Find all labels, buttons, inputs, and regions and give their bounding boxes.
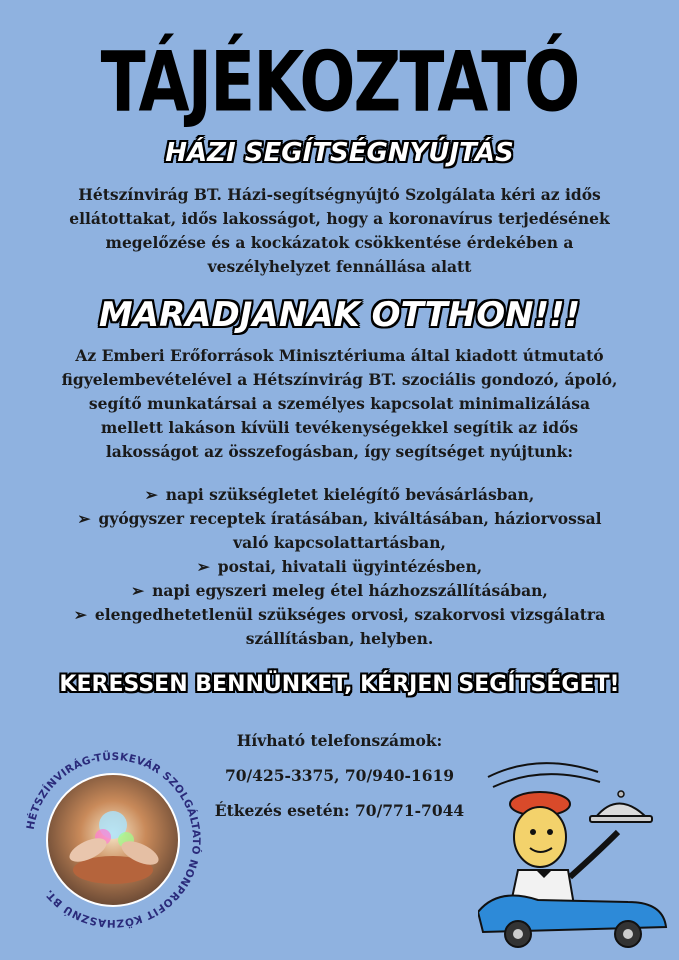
list-item: ➢ postai, hivatali ügyintézésben,: [196, 557, 483, 576]
meals-phone: Étkezés esetén: 70/771-7044: [214, 801, 465, 820]
list-item: ➢ napi szükségletet kielégítő bevásárlásban,: [144, 485, 535, 504]
arrow-bullet-icon: ➢: [144, 485, 158, 504]
subtitle: HÁZI SEGÍTSÉGNYÚJTÁS: [165, 138, 514, 168]
intro-paragraph: Hétszínvirág BT. Házi-segítségnyújtó Szolgálata kéri az idős ellátottakat, idős lakosságot, hogy a koronavírus terjedésének megelőzése és a kockázatok csökkentése érdekében a veszélyhelyzet fennállása alatt: [69, 185, 610, 276]
phone-numbers: 70/425-3375, 70/940-1619: [224, 766, 455, 785]
stay-home-heading: MARADJANAK OTTHON!!!: [98, 295, 581, 335]
arrow-bullet-icon: ➢: [131, 581, 145, 600]
waiter-cloche-car-icon: [478, 752, 668, 952]
list-item: ➢ gyógyszer receptek íratásában, kiváltásában, háziorvossal való kapcsolattartásban,: [77, 509, 602, 552]
hands-logo-icon: [18, 745, 208, 935]
arrow-bullet-icon: ➢: [196, 557, 210, 576]
body-paragraph: Az Emberi Erőforrások Minisztériuma által kiadott útmutató figyelembevételével a Hétszínvirág BT. szociális gondozó, ápoló, segítő munkatársai a személyes kapcsolat minimalizálása mellett lakáson kívüli tevékenységekkel segítik az idős lakosságot az összefogásban, így segítséget nyújtunk:: [61, 346, 618, 461]
arrow-bullet-icon: ➢: [73, 605, 87, 624]
page-title: TÁJÉKOZTATÓ: [100, 34, 579, 131]
list-item: ➢ elengedhetetlenül szükséges orvosi, szakorvosi vizsgálatra szállításban, helyben.: [73, 605, 606, 648]
logo-ring-text: HÉTSZÍNVIRÁG-TÜSKEVÁR SZOLGÁLTATÓ NONPROFIT KÖZHASZNÚ BT.: [24, 750, 203, 930]
service-list: [60, 483, 619, 651]
arrow-bullet-icon: ➢: [77, 509, 91, 528]
call-to-action: KERESSEN BENNÜNKET, KÉRJEN SEGÍTSÉGET!: [59, 672, 620, 697]
phones-label: Hívható telefonszámok:: [236, 731, 443, 750]
list-item: ➢ napi egyszeri meleg étel házhozszállításában,: [131, 581, 548, 600]
